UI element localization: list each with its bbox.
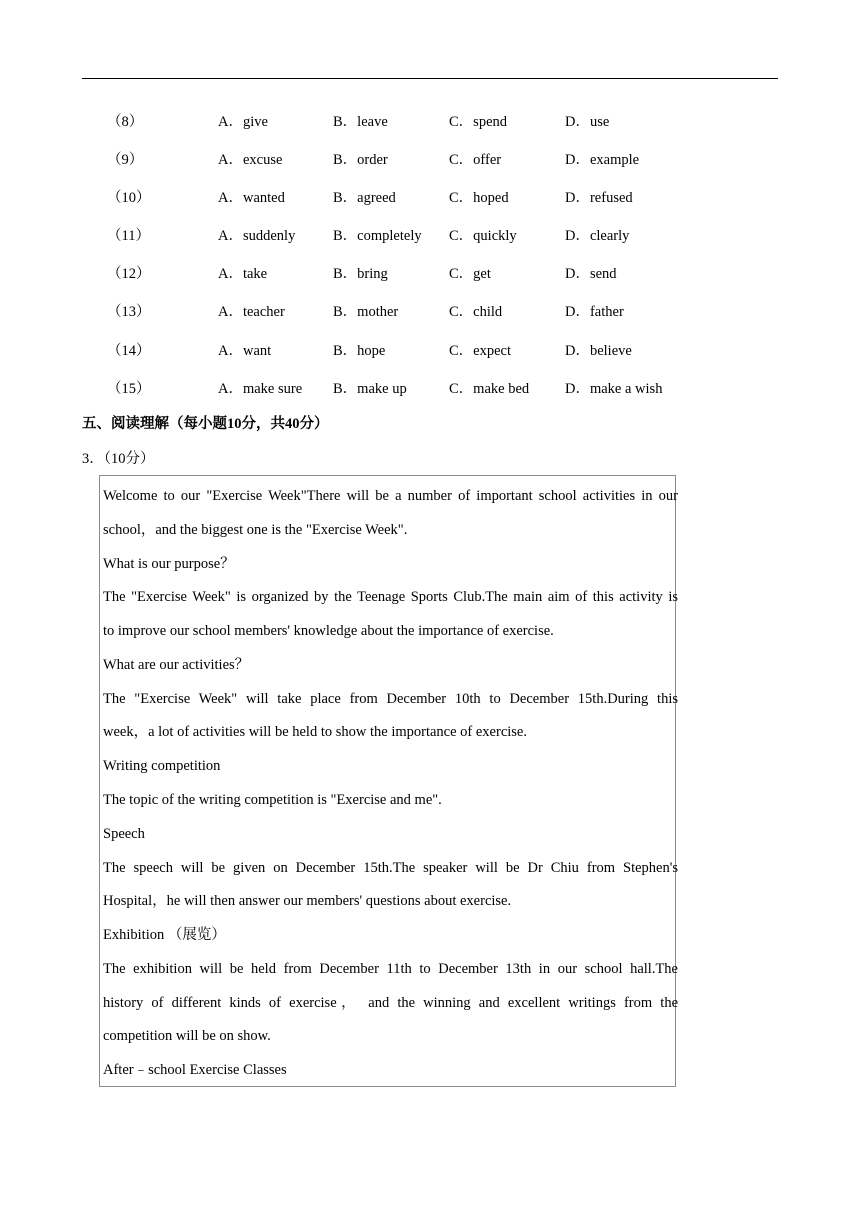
passage-line: What are our activities？ bbox=[103, 657, 250, 673]
question-row-12 bbox=[0, 264, 860, 284]
passage-line: Speech bbox=[103, 826, 145, 842]
passage-line: Hospital，he will then answer our members' questions about exercise. bbox=[103, 893, 512, 909]
passage-line: to improve our school members' knowledge about the importance of exercise. bbox=[103, 623, 554, 639]
question-label: 3．（10分） bbox=[82, 451, 155, 467]
passage-line: The exhibition will be held from December 11th to December 13th in our school hall.The bbox=[103, 961, 678, 977]
option-a[interactable]: A．make sure bbox=[218, 381, 303, 397]
question-row-11 bbox=[0, 226, 860, 246]
question-number: （10） bbox=[107, 190, 151, 206]
option-c[interactable]: C．make bed bbox=[449, 381, 530, 397]
question-row-15 bbox=[0, 379, 860, 399]
option-b[interactable]: B．agreed bbox=[333, 190, 396, 206]
option-d[interactable]: D．make a wish bbox=[565, 381, 663, 397]
option-c[interactable]: C．spend bbox=[449, 114, 507, 130]
option-c[interactable]: C．hoped bbox=[449, 190, 509, 206]
option-b[interactable]: B．hope bbox=[333, 343, 386, 359]
option-d[interactable]: D．send bbox=[565, 266, 617, 282]
option-d[interactable]: D．clearly bbox=[565, 228, 630, 244]
passage-line: What is our purpose？ bbox=[103, 556, 235, 572]
passage-line: Exhibition （展览） bbox=[103, 927, 226, 943]
question-number: （13） bbox=[107, 304, 151, 320]
option-c[interactable]: C．quickly bbox=[449, 228, 517, 244]
option-a[interactable]: A．teacher bbox=[218, 304, 285, 320]
question-row-14 bbox=[0, 341, 860, 361]
section-title: 五、阅读理解（每小题10分，共40分） bbox=[82, 416, 329, 432]
option-d[interactable]: D．example bbox=[565, 152, 640, 168]
passage-line: The "Exercise Week" is organized by the Teenage Sports Club.The main aim of this activity is bbox=[103, 589, 678, 605]
question-row-13 bbox=[0, 302, 860, 322]
passage-line: week，a lot of activities will be held to show the importance of exercise. bbox=[103, 724, 527, 740]
option-c[interactable]: C．get bbox=[449, 266, 491, 282]
question-number: （11） bbox=[107, 228, 150, 244]
passage-line: Welcome to our "Exercise Week"There will be a number of important school activities in our bbox=[103, 488, 678, 504]
question-number: （8） bbox=[107, 114, 144, 130]
option-a[interactable]: A．suddenly bbox=[218, 228, 296, 244]
passage-line: The "Exercise Week" will take place from December 10th to December 15th.During this bbox=[103, 691, 678, 707]
passage-line: After﹣school Exercise Classes bbox=[103, 1062, 287, 1078]
option-c[interactable]: C．child bbox=[449, 304, 503, 320]
option-a[interactable]: A．take bbox=[218, 266, 268, 282]
reading-passage-box bbox=[99, 475, 676, 1087]
question-number: （12） bbox=[107, 266, 151, 282]
option-b[interactable]: B．leave bbox=[333, 114, 388, 130]
passage-line: competition will be on show. bbox=[103, 1028, 271, 1044]
question-row-8 bbox=[0, 112, 860, 132]
option-d[interactable]: D．believe bbox=[565, 343, 632, 359]
question-number: （14） bbox=[107, 343, 151, 359]
passage-line: history of different kinds of exercise， and the winning and excellent writings from the bbox=[103, 995, 678, 1011]
option-a[interactable]: A．give bbox=[218, 114, 268, 130]
question-number: （15） bbox=[107, 381, 151, 397]
option-a[interactable]: A．want bbox=[218, 343, 272, 359]
option-b[interactable]: B．order bbox=[333, 152, 388, 168]
question-row-9 bbox=[0, 150, 860, 170]
option-d[interactable]: D．father bbox=[565, 304, 624, 320]
option-d[interactable]: D．refused bbox=[565, 190, 633, 206]
option-b[interactable]: B．completely bbox=[333, 228, 422, 244]
option-d[interactable]: D．use bbox=[565, 114, 610, 130]
option-c[interactable]: C．expect bbox=[449, 343, 512, 359]
option-b[interactable]: B．make up bbox=[333, 381, 407, 397]
question-row-10 bbox=[0, 188, 860, 208]
option-c[interactable]: C．offer bbox=[449, 152, 502, 168]
option-b[interactable]: B．mother bbox=[333, 304, 399, 320]
header-rule bbox=[82, 78, 778, 79]
passage-line: The topic of the writing competition is "Exercise and me". bbox=[103, 792, 442, 808]
passage-line: The speech will be given on December 15th.The speaker will be Dr Chiu from Stephen's bbox=[103, 860, 678, 876]
option-a[interactable]: A．wanted bbox=[218, 190, 285, 206]
passage-line: school，and the biggest one is the "Exercise Week". bbox=[103, 522, 408, 538]
option-a[interactable]: A．excuse bbox=[218, 152, 283, 168]
passage-line: Writing competition bbox=[103, 758, 221, 774]
option-b[interactable]: B．bring bbox=[333, 266, 388, 282]
question-number: （9） bbox=[107, 152, 144, 168]
